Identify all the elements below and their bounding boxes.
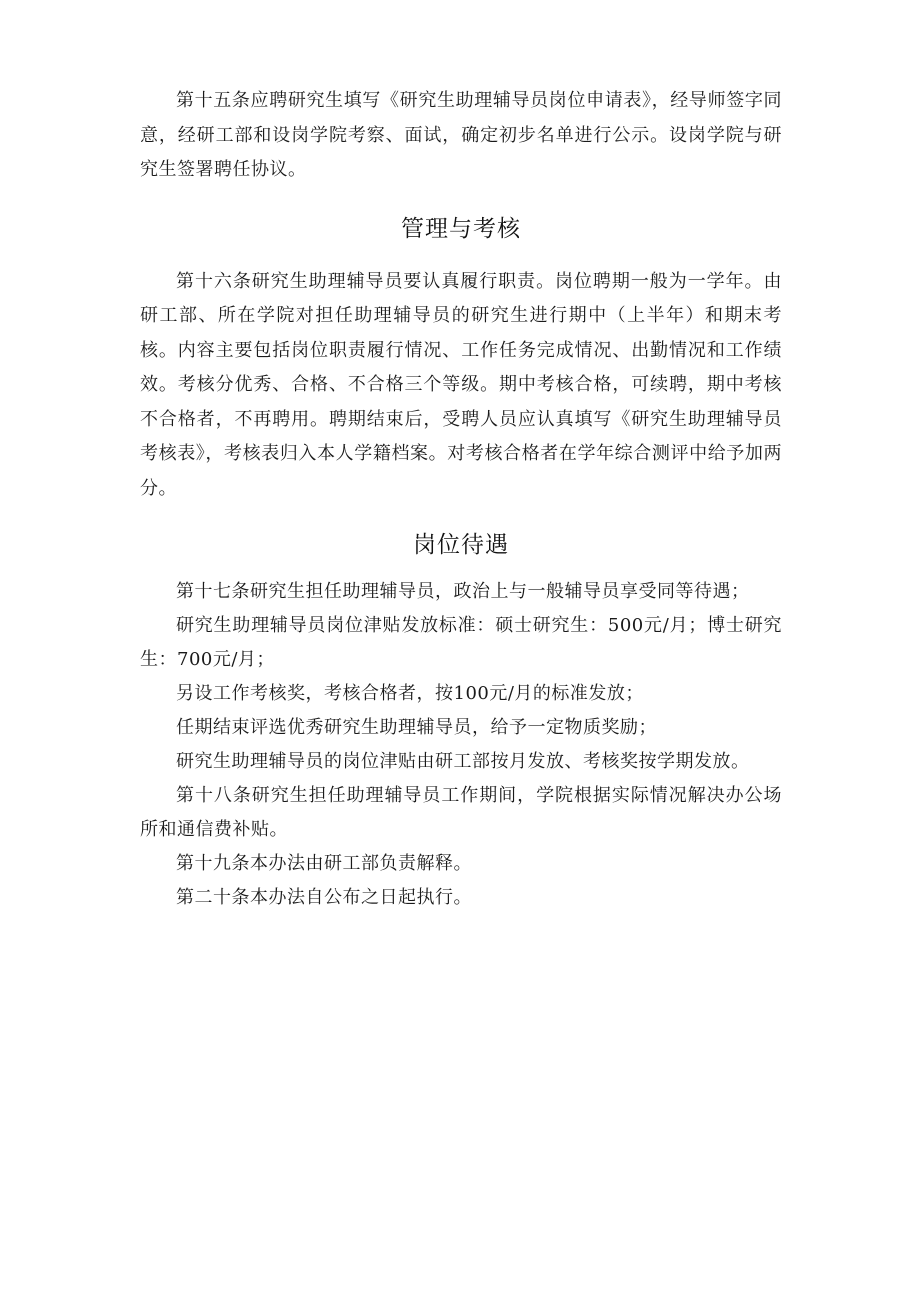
payment-schedule-paragraph: 研究生助理辅导员的岗位津贴由研工部按月发放、考核奖按学期发放。 (176, 751, 750, 772)
article-20-paragraph: 第二十条本办法自公布之日起执行。 (176, 887, 472, 908)
document-body (140, 84, 782, 915)
allowance-standard-paragraph: 研究生助理辅导员岗位津贴发放标准：硕士研究生：500元/月；博士研究生：700元/月； (140, 615, 782, 670)
article-17-paragraph: 第十七条研究生担任助理辅导员，政治上与一般辅导员享受同等待遇； (176, 581, 750, 602)
excellence-award-paragraph: 任期结束评选优秀研究生助理辅导员，给予一定物质奖励； (176, 717, 657, 738)
article-18-paragraph: 第十八条研究生担任助理辅导员工作期间，学院根据实际情况解决办公场所和通信费补贴。 (140, 785, 782, 840)
section-heading-management: 管理与考核 (401, 215, 521, 242)
assessment-bonus-paragraph: 另设工作考核奖，考核合格者，按100元/月的标准发放； (176, 683, 644, 704)
article-16-paragraph: 第十六条研究生助理辅导员要认真履行职责。岗位聘期一般为一学年。由研工部、所在学院对担任助理辅导员的研究生进行期中（上半年）和期末考核。内容主要包括岗位职责履行情况、工作任务完成情况、出勤情况和工作绩效。考核分优秀、合格、不合格三个等级。期中考核合格，可续聘，期中考核不合格者，不再聘用。聘期结束后，受聘人员应认真填写《研究生助理辅导员考核表》，考核表归入本人学籍档案。对考核合格者在学年综合测评中给予加两分。 (140, 270, 782, 499)
article-19-paragraph: 第十九条本办法由研工部负责解释。 (176, 853, 472, 874)
article-15-paragraph: 第十五条应聘研究生填写《研究生助理辅导员岗位申请表》，经导师签字同意，经研工部和设岗学院考察、面试，确定初步名单进行公示。设岗学院与研究生签署聘任协议。 (140, 90, 782, 180)
section-heading-benefits: 岗位待遇 (413, 532, 509, 558)
